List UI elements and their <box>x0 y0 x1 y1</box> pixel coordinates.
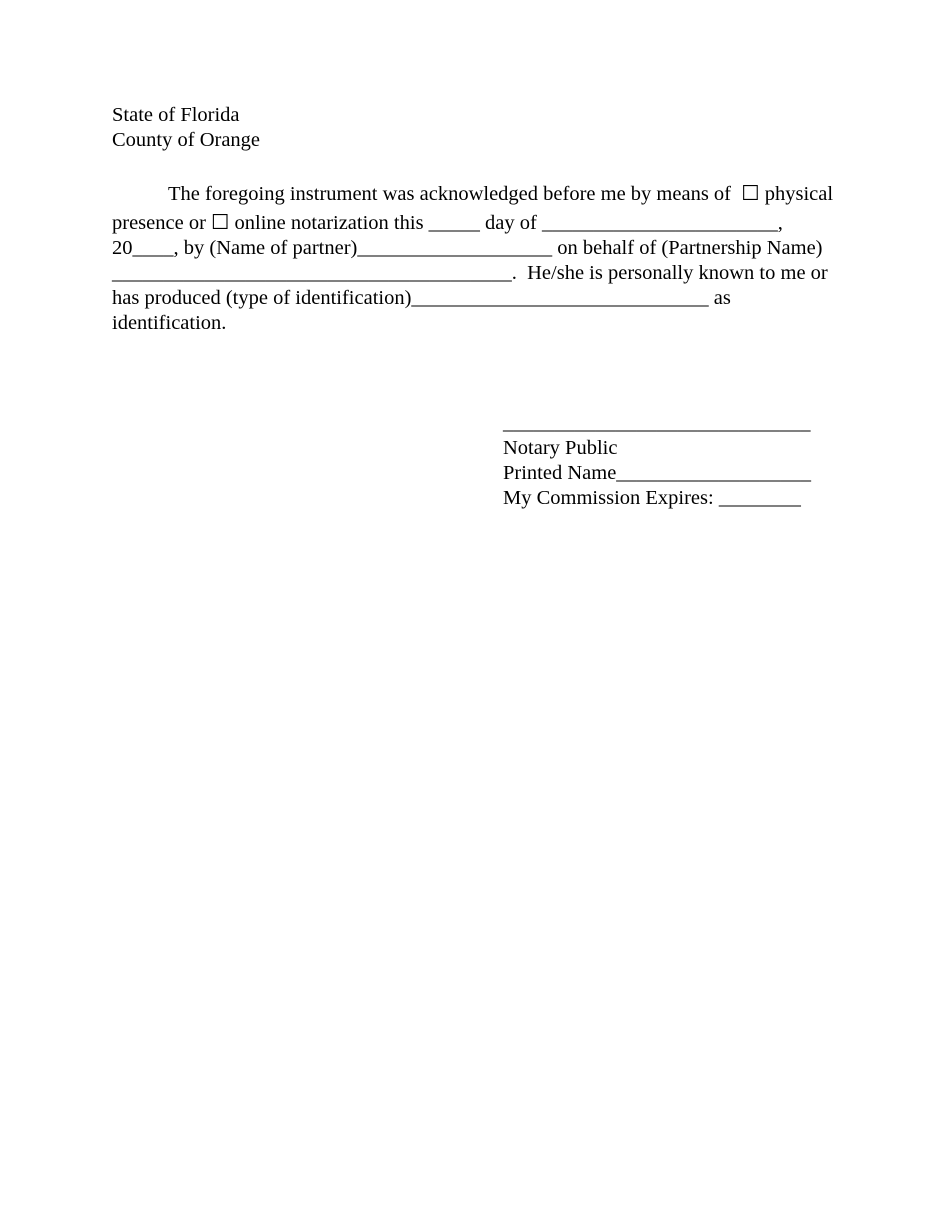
notary-public-title: Notary Public <box>503 437 618 459</box>
acknowledgment-line-6: identification. <box>112 312 227 334</box>
notary-signature-line: ______________________________ <box>503 412 811 434</box>
commission-expires-field: My Commission Expires: ________ <box>503 487 801 509</box>
acknowledgment-line-3: 20____, by (Name of partner)___________________ on behalf of (Partnership Name) <box>112 237 823 259</box>
printed-name-field: Printed Name___________________ <box>503 462 812 484</box>
acknowledgment-line-1: The foregoing instrument was acknowledged before me by means of ☐ physical <box>168 183 834 205</box>
venue-county: County of Orange <box>112 129 261 151</box>
acknowledgment-line-5: has produced (type of identification)_____________________________ as <box>112 287 731 309</box>
acknowledgment-line-4: _______________________________________. He/she is personally known to me or <box>112 262 828 284</box>
acknowledgment-line-2: presence or ☐ online notarization this _____ day of _______________________, <box>112 212 783 234</box>
venue-state: State of Florida <box>112 104 240 126</box>
